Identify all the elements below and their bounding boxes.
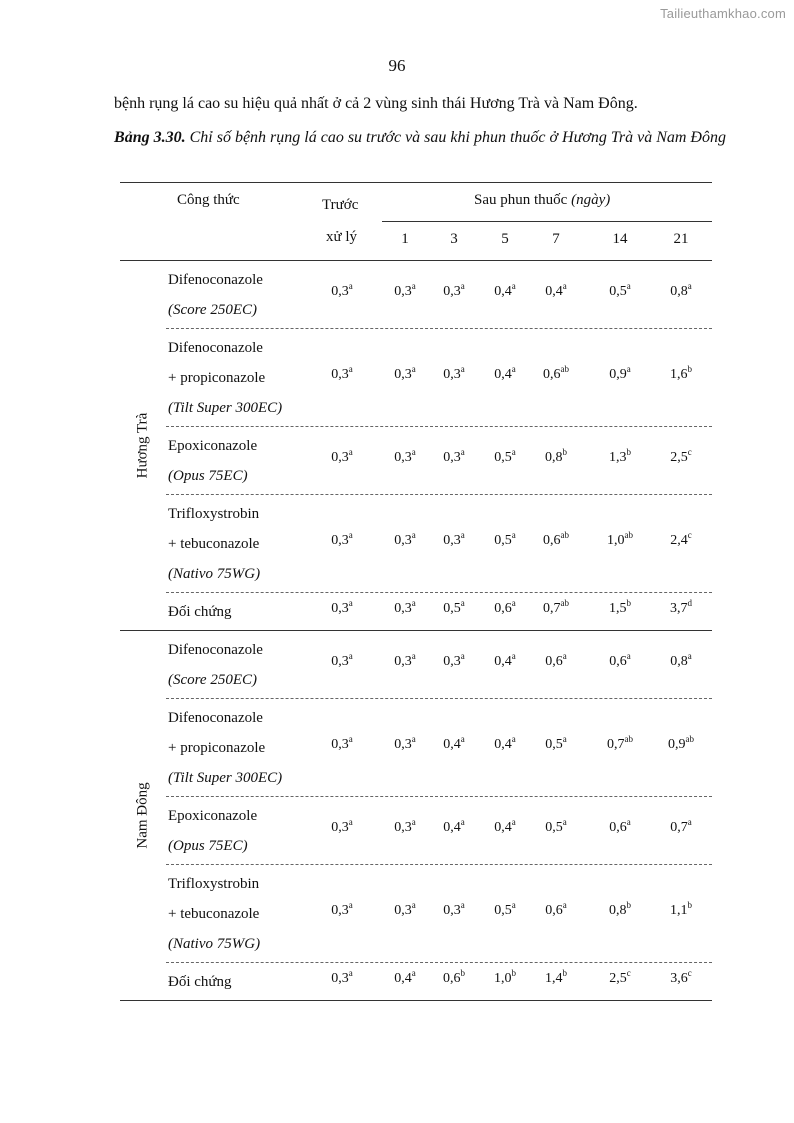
value-number: 0,6 — [609, 654, 627, 669]
after-value — [434, 651, 474, 670]
significance-letter: a — [687, 281, 692, 291]
formula-line: Difenoconazole — [168, 272, 263, 288]
after-value — [661, 651, 701, 670]
intro-text: bệnh rụng lá cao su hiệu quả nhất ở cả 2 vùng sinh thái Hương Trà và Nam Đông. — [114, 95, 638, 112]
significance-letter: a — [348, 900, 353, 910]
after-value — [385, 598, 425, 617]
value-number: 0,5 — [494, 903, 512, 918]
day-header: 1 — [401, 231, 409, 247]
significance-letter: a — [411, 817, 416, 827]
value-number: 0,4 — [443, 820, 461, 835]
formula-line: Epoxiconazole — [168, 438, 258, 454]
significance-letter: b — [687, 900, 692, 910]
after-value — [536, 281, 576, 300]
after-value — [536, 598, 576, 617]
significance-letter: b — [511, 968, 516, 978]
page-number: 96 — [388, 56, 406, 75]
formula-line: Đối chứng — [168, 974, 232, 990]
after-value — [385, 817, 425, 836]
after-value — [385, 364, 425, 383]
after-value — [385, 968, 425, 987]
formula-cell — [168, 435, 257, 495]
day-header: 7 — [552, 231, 560, 247]
caption-text: Chỉ số bệnh rụng lá cao su trước và sau khi phun thuốc ở Hương Trà và Nam Đông — [189, 129, 726, 146]
after-value — [485, 734, 525, 753]
after-value — [434, 734, 474, 753]
after-value — [485, 651, 525, 670]
day-header: 5 — [501, 231, 509, 247]
after-value — [661, 817, 701, 836]
after-value — [434, 281, 474, 300]
value-number: 0,6 — [443, 971, 461, 986]
significance-letter: a — [460, 900, 465, 910]
significance-letter: a — [511, 651, 516, 661]
after-value — [600, 447, 640, 466]
value-number: 0,5 — [494, 450, 512, 465]
formula-cell — [168, 707, 282, 797]
significance-letter: a — [411, 734, 416, 744]
value-number: 0,7 — [670, 820, 688, 835]
significance-letter: a — [460, 447, 465, 457]
formula-line: Epoxiconazole — [168, 808, 258, 824]
significance-letter: a — [348, 651, 353, 661]
significance-letter: a — [411, 447, 416, 457]
before-value — [322, 530, 362, 549]
value-number: 0,3 — [394, 737, 412, 752]
formula-line: Trifloxystrobin — [168, 506, 260, 522]
header-sub-rule — [382, 221, 712, 222]
value-number: 0,6 — [545, 654, 563, 669]
header-after — [474, 192, 610, 209]
significance-letter: a — [348, 598, 353, 608]
after-value — [434, 817, 474, 836]
value-number: 0,3 — [331, 367, 349, 382]
significance-letter: a — [460, 281, 465, 291]
before-value — [322, 598, 362, 617]
after-value — [485, 598, 525, 617]
after-value — [600, 734, 640, 753]
value-number: 0,3 — [331, 903, 349, 918]
after-value — [434, 364, 474, 383]
header-after-label: Sau phun thuốc — [474, 192, 568, 208]
value-number: 0,5 — [545, 820, 563, 835]
table-row — [120, 698, 712, 796]
significance-letter: b — [562, 968, 567, 978]
before-value — [322, 651, 362, 670]
value-number: 0,6 — [494, 601, 512, 616]
table-row — [120, 328, 712, 426]
after-value — [661, 968, 701, 987]
after-value — [485, 364, 525, 383]
after-value — [536, 447, 576, 466]
value-number: 0,3 — [443, 903, 461, 918]
value-number: 0,4 — [545, 284, 563, 299]
after-value — [434, 530, 474, 549]
significance-letter: ab — [560, 598, 569, 608]
before-value — [322, 968, 362, 987]
value-number: 0,3 — [331, 820, 349, 835]
significance-letter: a — [460, 817, 465, 827]
after-value — [485, 817, 525, 836]
significance-letter: ab — [624, 530, 633, 540]
value-number: 0,3 — [394, 820, 412, 835]
after-value — [536, 734, 576, 753]
value-number: 0,3 — [443, 654, 461, 669]
day-header: 14 — [612, 231, 628, 247]
significance-letter: a — [687, 817, 692, 827]
formula-cell — [168, 337, 282, 427]
after-value — [536, 900, 576, 919]
after-value — [485, 530, 525, 549]
after-value — [661, 447, 701, 466]
formula-line: + propiconazole — [168, 740, 266, 756]
significance-letter: c — [687, 968, 692, 978]
value-number: 0,3 — [331, 654, 349, 669]
value-number: 0,3 — [331, 971, 349, 986]
after-value — [661, 281, 701, 300]
significance-letter: a — [460, 364, 465, 374]
day-header: 3 — [450, 231, 458, 247]
significance-letter: a — [348, 530, 353, 540]
after-value — [600, 281, 640, 300]
value-number: 0,3 — [394, 654, 412, 669]
watermark: Tailieuthamkhao.com — [660, 6, 786, 21]
before-value — [322, 281, 362, 300]
significance-letter: a — [348, 447, 353, 457]
value-number: 0,3 — [443, 367, 461, 382]
table-row — [120, 592, 712, 630]
value-number: 0,5 — [494, 533, 512, 548]
formula-line: (Tilt Super 300EC) — [168, 400, 283, 416]
significance-letter: a — [411, 651, 416, 661]
value-number: 0,3 — [394, 450, 412, 465]
after-value — [385, 530, 425, 549]
table-row — [120, 630, 712, 698]
significance-letter: a — [348, 734, 353, 744]
day-header: 21 — [673, 231, 689, 247]
significance-letter: a — [511, 900, 516, 910]
value-number: 0,3 — [443, 284, 461, 299]
significance-letter: a — [411, 281, 416, 291]
before-value — [322, 817, 362, 836]
significance-letter: ab — [560, 530, 569, 540]
significance-letter: a — [626, 281, 631, 291]
significance-letter: a — [348, 364, 353, 374]
value-number: 2,4 — [670, 533, 688, 548]
value-number: 0,7 — [543, 601, 561, 616]
significance-letter: a — [348, 281, 353, 291]
value-number: 0,4 — [494, 367, 512, 382]
formula-cell — [168, 269, 263, 329]
significance-letter: b — [626, 900, 631, 910]
value-number: 0,9 — [609, 367, 627, 382]
after-value — [600, 900, 640, 919]
after-value — [661, 364, 701, 383]
table-top-rule — [120, 182, 712, 183]
value-number: 1,6 — [670, 367, 688, 382]
significance-letter: a — [511, 734, 516, 744]
before-value — [322, 447, 362, 466]
value-number: 1,4 — [545, 971, 563, 986]
significance-letter: a — [687, 651, 692, 661]
significance-letter: b — [460, 968, 465, 978]
after-value — [536, 651, 576, 670]
value-number: 2,5 — [609, 971, 627, 986]
value-number: 0,5 — [609, 284, 627, 299]
after-value — [600, 968, 640, 987]
significance-letter: b — [562, 447, 567, 457]
significance-letter: a — [562, 900, 567, 910]
significance-letter: a — [411, 900, 416, 910]
value-number: 0,3 — [331, 533, 349, 548]
formula-line: (Nativo 75WG) — [168, 566, 261, 582]
significance-letter: ab — [685, 734, 694, 744]
significance-letter: a — [626, 817, 631, 827]
value-number: 0,8 — [670, 284, 688, 299]
significance-letter: a — [460, 530, 465, 540]
value-number: 1,1 — [670, 903, 688, 918]
formula-line: + tebuconazole — [168, 536, 260, 552]
significance-letter: a — [411, 364, 416, 374]
value-number: 0,4 — [394, 971, 412, 986]
value-number: 0,3 — [443, 533, 461, 548]
table-row — [120, 962, 712, 1000]
after-value — [536, 364, 576, 383]
significance-letter: a — [411, 530, 416, 540]
region-label — [120, 630, 166, 1000]
region-name: Nam Đông — [134, 781, 151, 849]
value-number: 0,8 — [670, 654, 688, 669]
significance-letter: c — [687, 530, 692, 540]
after-value — [536, 530, 576, 549]
value-number: 0,5 — [545, 737, 563, 752]
value-number: 0,3 — [394, 533, 412, 548]
header-after-unit: (ngày) — [571, 192, 611, 208]
significance-letter: a — [348, 968, 353, 978]
after-value — [434, 900, 474, 919]
after-value — [536, 968, 576, 987]
formula-line: + propiconazole — [168, 370, 266, 386]
after-value — [536, 817, 576, 836]
after-value — [485, 968, 525, 987]
value-number: 0,7 — [607, 737, 625, 752]
after-value — [661, 900, 701, 919]
after-value — [485, 900, 525, 919]
significance-letter: c — [687, 447, 692, 457]
significance-letter: c — [626, 968, 631, 978]
significance-letter: a — [460, 734, 465, 744]
value-number: 0,3 — [331, 284, 349, 299]
value-number: 0,6 — [545, 903, 563, 918]
value-number: 0,6 — [543, 533, 561, 548]
after-value — [434, 598, 474, 617]
formula-line: (Nativo 75WG) — [168, 936, 261, 952]
significance-letter: a — [626, 651, 631, 661]
after-value — [661, 530, 701, 549]
significance-letter: b — [626, 598, 631, 608]
significance-letter: a — [562, 817, 567, 827]
formula-line: Đối chứng — [168, 604, 232, 620]
significance-letter: b — [626, 447, 631, 457]
formula-cell — [168, 805, 257, 865]
value-number: 3,7 — [670, 601, 688, 616]
after-value — [600, 364, 640, 383]
significance-letter: a — [626, 364, 631, 374]
significance-letter: a — [411, 968, 416, 978]
value-number: 0,3 — [394, 903, 412, 918]
significance-letter: a — [511, 447, 516, 457]
after-value — [385, 900, 425, 919]
formula-cell — [168, 601, 232, 631]
value-number: 2,5 — [670, 450, 688, 465]
formula-line: Difenoconazole — [168, 642, 263, 658]
formula-cell — [168, 971, 232, 1001]
significance-letter: a — [460, 651, 465, 661]
value-number: 3,6 — [670, 971, 688, 986]
significance-letter: ab — [560, 364, 569, 374]
after-value — [661, 598, 701, 617]
value-number: 0,4 — [494, 820, 512, 835]
table-row — [120, 864, 712, 962]
value-number: 1,3 — [609, 450, 627, 465]
formula-line: Difenoconazole — [168, 340, 263, 356]
after-value — [385, 447, 425, 466]
table-row — [120, 494, 712, 592]
value-number: 0,3 — [394, 601, 412, 616]
formula-cell — [168, 873, 260, 963]
value-number: 1,0 — [607, 533, 625, 548]
table-row — [120, 260, 712, 328]
value-number: 0,3 — [331, 450, 349, 465]
value-number: 0,4 — [494, 284, 512, 299]
value-number: 0,4 — [443, 737, 461, 752]
after-value — [600, 530, 640, 549]
value-number: 0,5 — [443, 601, 461, 616]
header-before-line2: xử lý — [326, 229, 358, 245]
significance-letter: a — [511, 817, 516, 827]
value-number: 0,6 — [543, 367, 561, 382]
after-value — [385, 651, 425, 670]
significance-letter: a — [562, 734, 567, 744]
after-value — [434, 968, 474, 987]
significance-letter: a — [348, 817, 353, 827]
value-number: 0,6 — [609, 820, 627, 835]
value-number: 0,9 — [668, 737, 686, 752]
formula-line: Difenoconazole — [168, 710, 263, 726]
table-row — [120, 426, 712, 494]
significance-letter: b — [687, 364, 692, 374]
significance-letter: d — [687, 598, 692, 608]
significance-letter: a — [511, 364, 516, 374]
after-value — [485, 281, 525, 300]
after-value — [661, 734, 701, 753]
value-number: 0,3 — [443, 450, 461, 465]
value-number: 0,4 — [494, 737, 512, 752]
significance-letter: a — [511, 530, 516, 540]
significance-letter: a — [411, 598, 416, 608]
formula-line: (Opus 75EC) — [168, 838, 248, 854]
formula-line: (Opus 75EC) — [168, 468, 248, 484]
table-caption — [110, 126, 730, 150]
table-row — [120, 796, 712, 864]
region-divider-rule — [120, 1000, 712, 1001]
value-number: 1,5 — [609, 601, 627, 616]
formula-cell — [168, 503, 260, 593]
after-value — [434, 447, 474, 466]
formula-line: (Score 250EC) — [168, 302, 258, 318]
formula-line: Trifloxystrobin — [168, 876, 260, 892]
after-value — [385, 734, 425, 753]
caption-label: Bảng 3.30. — [114, 129, 186, 146]
value-number: 1,0 — [494, 971, 512, 986]
value-number: 0,4 — [494, 654, 512, 669]
disease-index-table — [120, 182, 712, 1010]
header-before-line1: Trước — [322, 197, 359, 213]
before-value — [322, 900, 362, 919]
region-label — [120, 260, 166, 630]
formula-line: (Tilt Super 300EC) — [168, 770, 283, 786]
value-number: 0,3 — [331, 601, 349, 616]
significance-letter: a — [511, 598, 516, 608]
before-value — [322, 364, 362, 383]
after-value — [385, 281, 425, 300]
after-value — [485, 447, 525, 466]
value-number: 0,3 — [394, 367, 412, 382]
significance-letter: a — [511, 281, 516, 291]
value-number: 0,3 — [394, 284, 412, 299]
after-value — [600, 651, 640, 670]
value-number: 0,8 — [609, 903, 627, 918]
value-number: 0,3 — [331, 737, 349, 752]
after-value — [600, 817, 640, 836]
formula-cell — [168, 639, 263, 699]
significance-letter: ab — [624, 734, 633, 744]
after-value — [600, 598, 640, 617]
formula-line: + tebuconazole — [168, 906, 260, 922]
before-value — [322, 734, 362, 753]
significance-letter: a — [562, 281, 567, 291]
significance-letter: a — [460, 598, 465, 608]
region-name: Hương Trà — [134, 412, 151, 478]
header-formula: Công thức — [177, 192, 240, 208]
significance-letter: a — [562, 651, 567, 661]
value-number: 0,8 — [545, 450, 563, 465]
formula-line: (Score 250EC) — [168, 672, 258, 688]
